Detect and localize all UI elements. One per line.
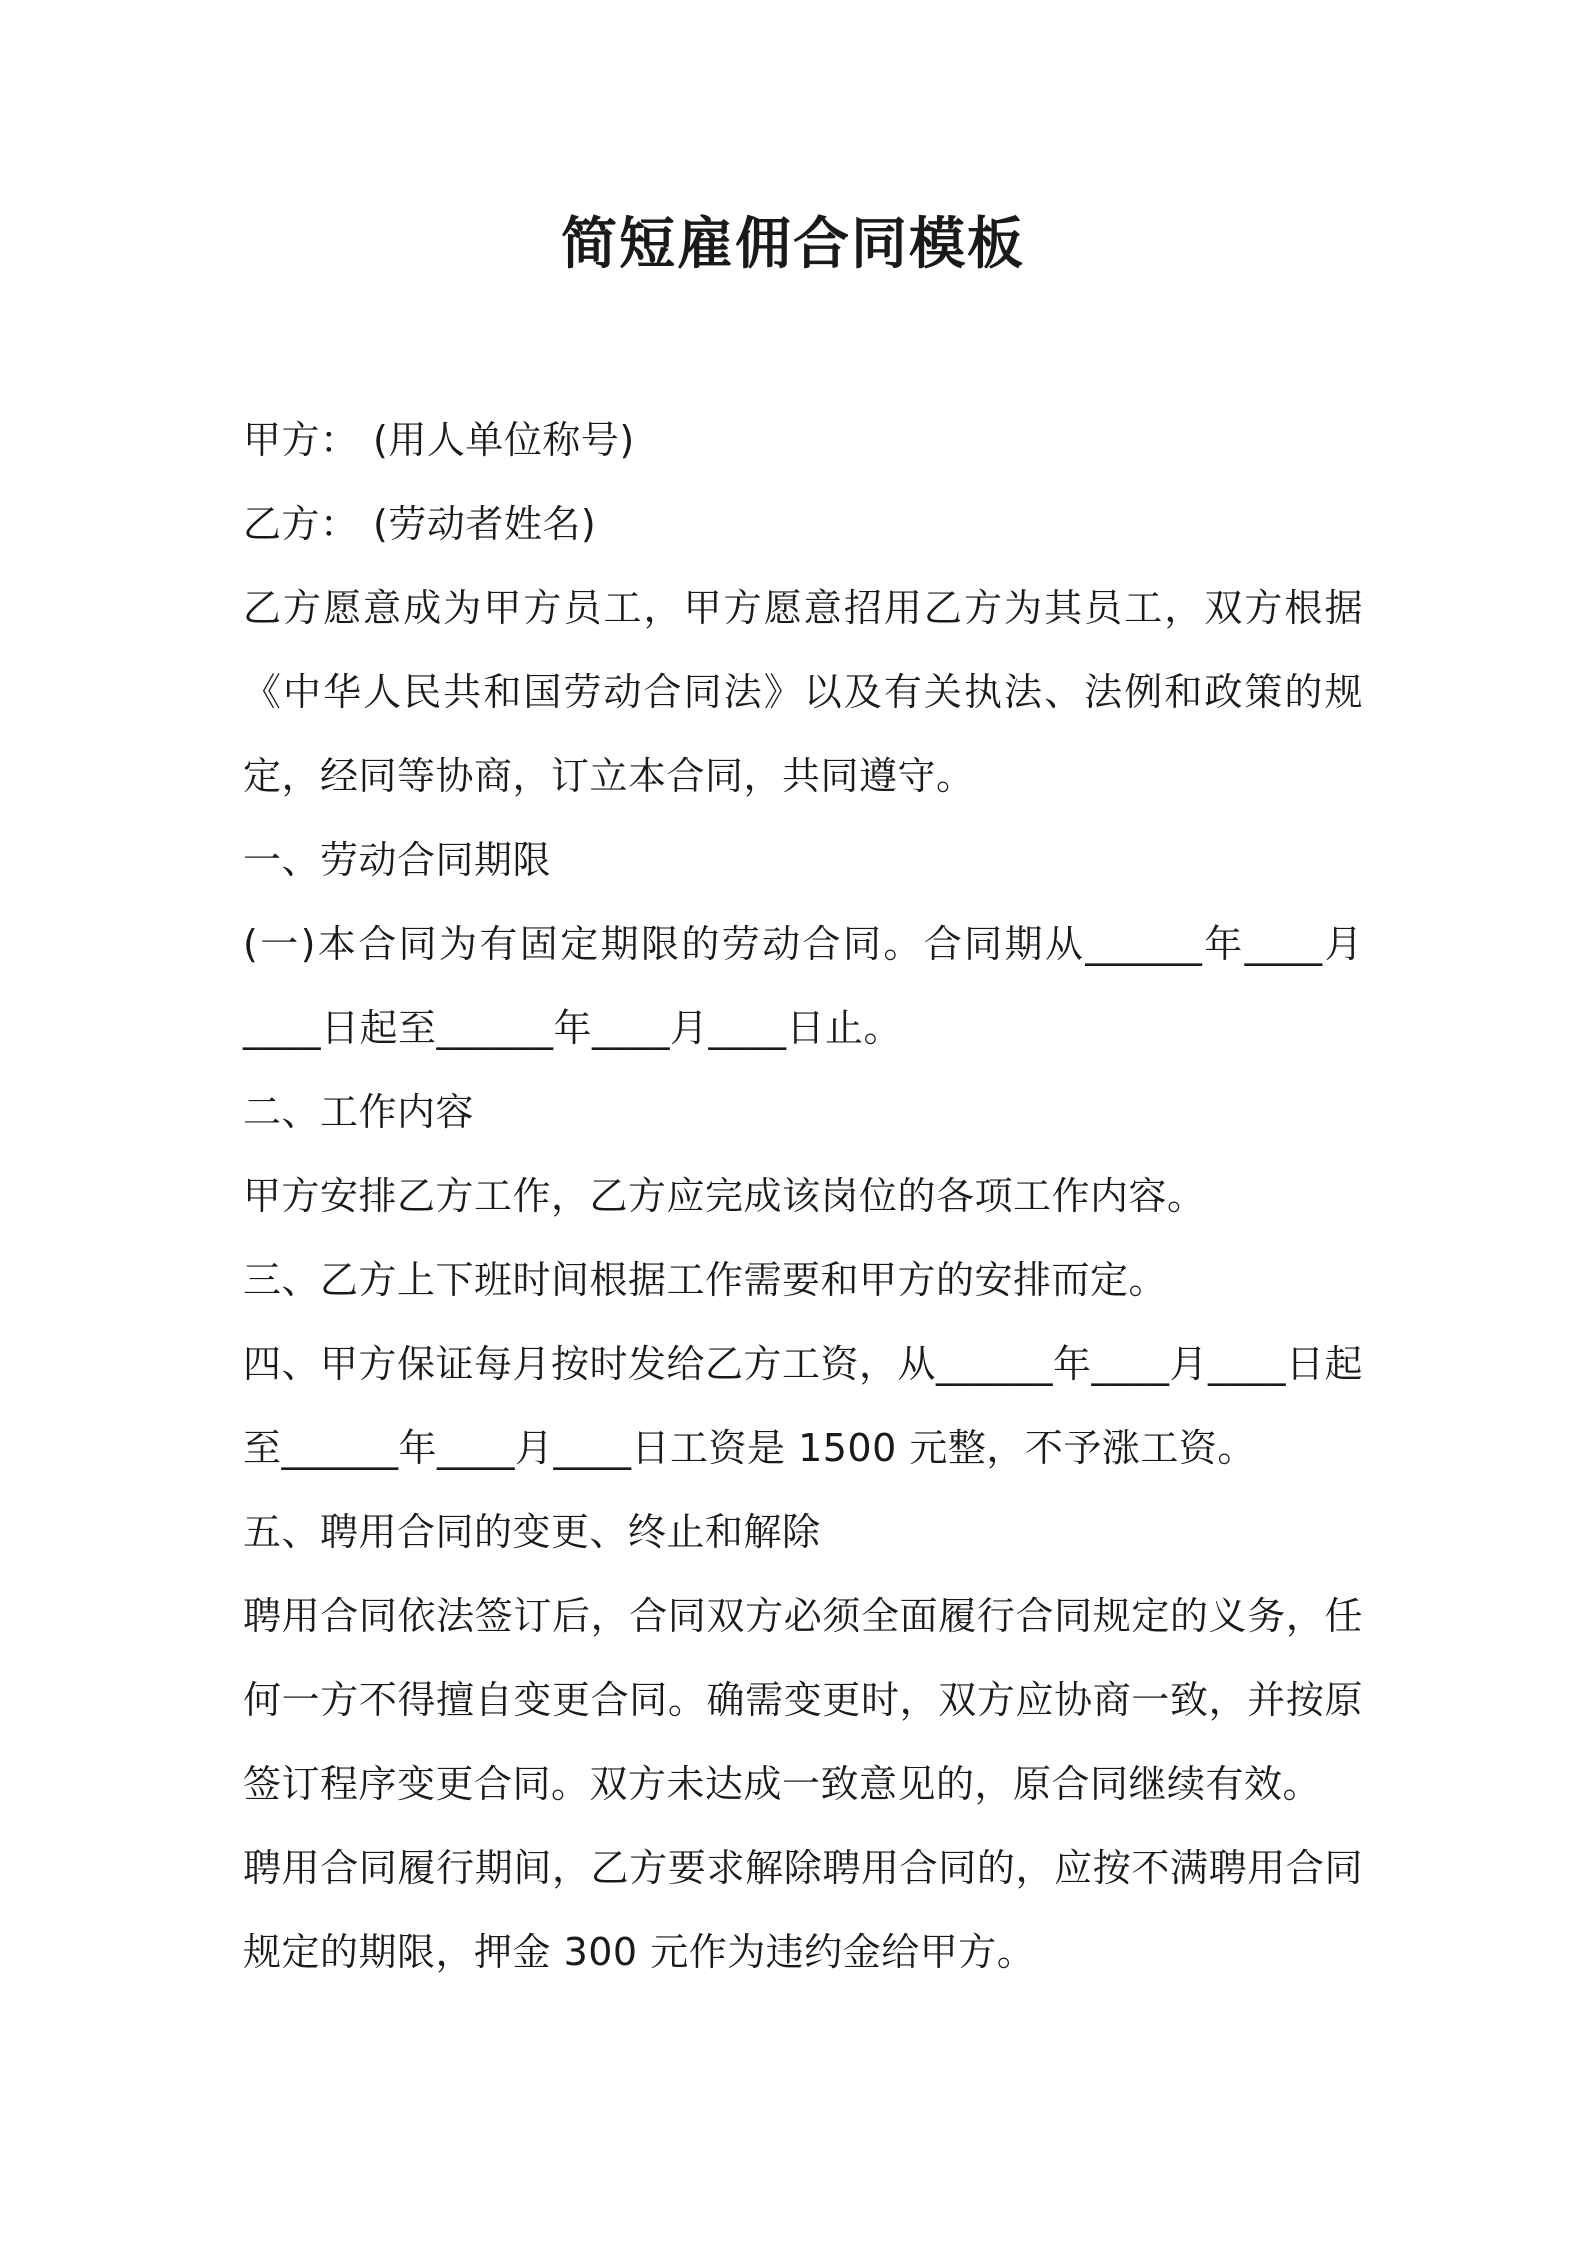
section-3-paragraph: 三、乙方上下班时间根据工作需要和甲方的安排而定。 xyxy=(243,1258,1168,1302)
party-a-label: 甲方： xyxy=(243,418,359,462)
section-5-heading: 五、聘用合同的变更、终止和解除 xyxy=(243,1510,821,1554)
document-title: 简短雇佣合同模板 xyxy=(561,212,1025,277)
work-content-paragraph: 甲方安排乙方工作，乙方应完成该岗位的各项工作内容。 xyxy=(243,1174,1206,1218)
party-b-value: (劳动者姓名) xyxy=(373,502,597,546)
document-body xyxy=(243,398,1363,1994)
party-a-value: (用人单位称号) xyxy=(373,418,635,462)
section-4-paragraph: 四、甲方保证每月按时发给乙方工资，从______年____月____日起至______年____月____日工资是 1500 元整，不予涨工资。 xyxy=(243,1342,1364,1470)
section-2-heading: 二、工作内容 xyxy=(243,1090,475,1134)
party-b-line xyxy=(243,482,1363,566)
contract-change-paragraph: 聘用合同依法签订后，合同双方必须全面履行合同规定的义务，任何一方不得擅自变更合同。确需变更时，双方应协商一致，并按原签订程序变更合同。双方未达成一致意见的，原合同继续有效。 xyxy=(243,1594,1363,1806)
party-b-label: 乙方： xyxy=(243,502,359,546)
contract-termination-paragraph: 聘用合同履行期间，乙方要求解除聘用合同的，应按不满聘用合同规定的期限，押金 300 元作为违约金给甲方。 xyxy=(243,1846,1363,1974)
section-1-heading: 一、劳动合同期限 xyxy=(243,838,552,882)
preamble-paragraph: 乙方愿意成为甲方员工，甲方愿意招用乙方为其员工，双方根据《中华人民共和国劳动合同法》以及有关执法、法例和政策的规定，经同等协商，订立本合同，共同遵守。 xyxy=(243,586,1363,798)
contract-term-paragraph: (一)本合同为有固定期限的劳动合同。合同期从______年____月____日起至______年____月____日止。 xyxy=(243,922,1363,1050)
party-a-line xyxy=(243,398,1363,482)
